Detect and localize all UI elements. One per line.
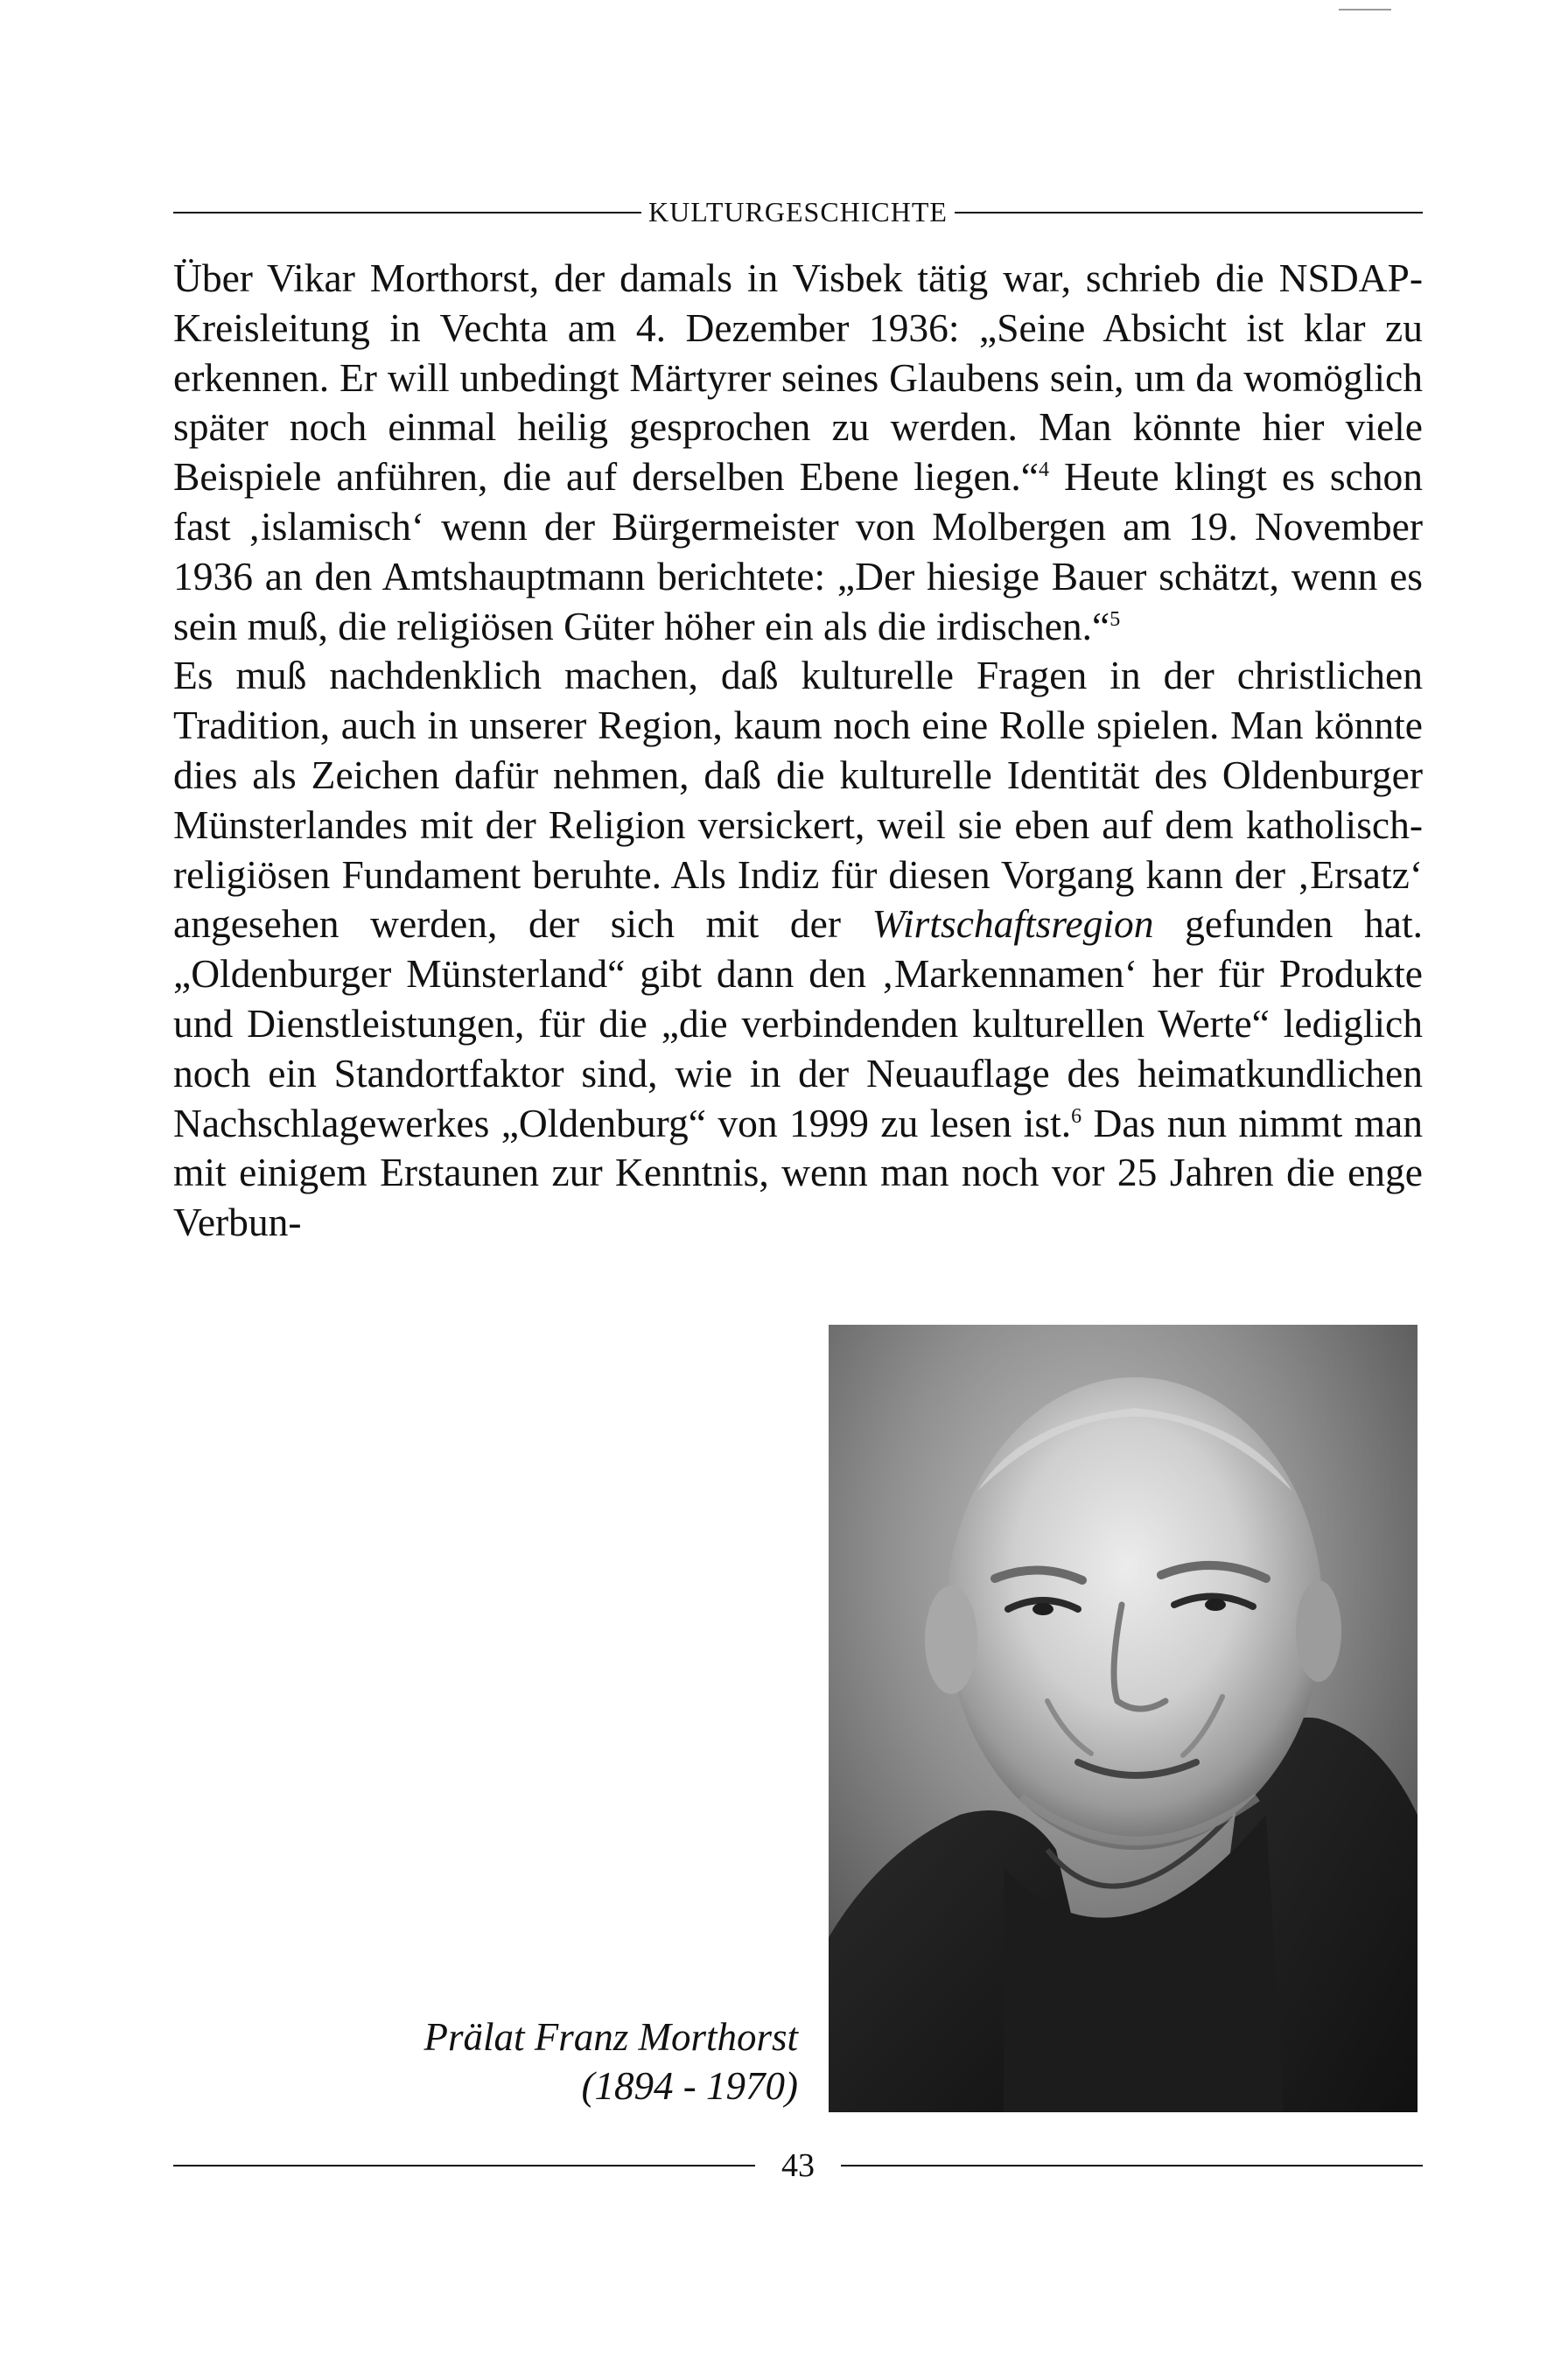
footnote-ref-4[interactable]: 4 — [1039, 458, 1050, 482]
header-rule-right — [955, 212, 1423, 214]
running-header — [173, 196, 1423, 228]
footer-rule-right — [841, 2165, 1423, 2166]
portrait-illustration — [829, 1325, 1418, 2112]
header-title: KULTURGESCHICHTE — [648, 196, 948, 228]
caption-name: Prälat Franz Morthorst — [424, 2015, 798, 2059]
paragraph-2-part-a: Es muß nachdenklich machen, daß kulturelle Fragen in der christlichen Tradition, auch in unserer Region, kaum noch eine Rolle spielen. Man könnte dies als Zeichen dafür nehmen, daß die kulturelle Identität des Oldenburger Münsterlandes mit der Religion versickert, weil sie eben auf dem katholisch-religiösen Fundament beruhte. Als Indiz für diesen Vorgang kann der ‚Ersatz‘ angesehen werden, der sich mit der — [173, 653, 1423, 947]
photo-caption — [424, 2012, 798, 2110]
top-edge-rule — [1339, 9, 1391, 10]
paragraph-2 — [173, 651, 1423, 1248]
paragraph-1-part-a: Über Vikar Morthorst, der damals in Visbek tätig war, schrieb die NSDAP-Kreisleitung in Vechta am 4. Dezember 1936: „Seine Absicht ist klar zu erkennen. Er will unbedingt Märtyrer seines Glaubens sein, um da womöglich später noch einmal heilig gesprochen zu werden. Man könnte hier viele Beispiele anführen, die auf derselben Ebene liegen.“ — [173, 256, 1423, 500]
caption-years: (1894 - 1970) — [581, 2064, 798, 2108]
header-rule-left — [173, 212, 641, 214]
portrait-photo — [829, 1325, 1418, 2112]
paragraph-2-part-c: Das nun nimmt man mit einigem Erstaunen zur Kenntnis, wenn man noch vor 25 Jahren die enge Verbun- — [173, 1100, 1423, 1245]
paragraph-1-part-b: Heute klingt es schon fast ‚islamisch‘ wenn der Bürgermeister von Molbergen am 19. November 1936 an den Amtshauptmann berichtete: „Der hiesige Bauer schätzt, wenn es sein muß, die religiösen Güter höher ein als die irdischen.“ — [173, 454, 1424, 648]
page-number: 43 — [781, 2147, 815, 2184]
footer-rule-left — [173, 2165, 755, 2166]
footnote-ref-5[interactable]: 5 — [1110, 607, 1121, 631]
footnote-ref-6[interactable]: 6 — [1071, 1104, 1082, 1128]
paragraph-2-emphasis: Wirtschaftsregion — [872, 901, 1154, 947]
paragraph-1 — [173, 254, 1423, 651]
paragraph-2-part-b: gefunden hat. „Oldenburger Münsterland“ gibt dann den ‚Markennamen‘ her für Produkte und Dienstleistungen, für die „die verbindenden kulturellen Werte“ lediglich noch ein Standortfaktor sind, wie in der Neuauflage des heimatkundlichen Nachschlagewerkes „Oldenburg“ von 1999 zu lesen ist. — [173, 901, 1423, 1145]
body-text — [173, 254, 1423, 1248]
page-footer — [173, 2146, 1423, 2185]
